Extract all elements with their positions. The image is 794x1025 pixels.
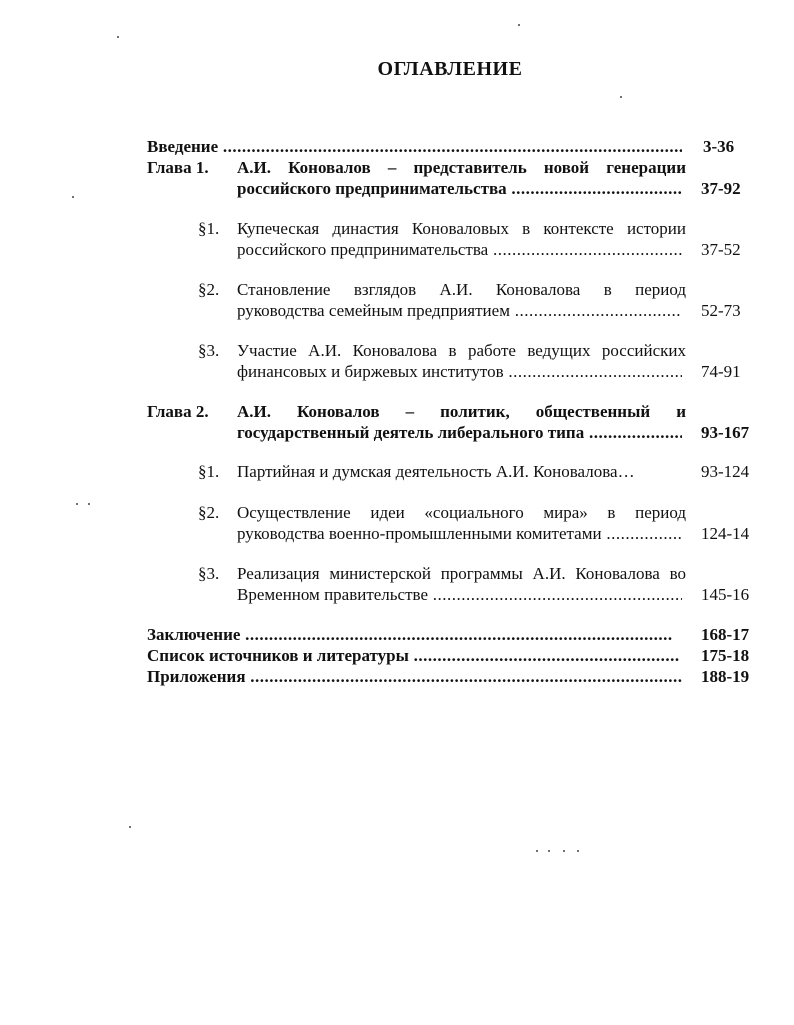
scan-speck (518, 24, 520, 26)
scan-speck (72, 196, 74, 198)
chapter-2-pages: 93-167 (701, 423, 750, 442)
ch1-section-1-pages: 37-52 (701, 240, 741, 259)
scan-speck (88, 503, 90, 505)
sources-pages: 175-18 (701, 646, 750, 665)
appendix-pages: 188-19 (701, 667, 750, 686)
ch1-section-2-line1: Становление взглядов А.И. Коновалова в период (237, 280, 686, 299)
sources-label: Список источников и литературы ..... (147, 645, 680, 666)
ch2-section-1-pages: 93-124 (701, 462, 750, 481)
intro-pages: 3-36 (703, 137, 735, 156)
conclusion-pages: 168-17 (701, 625, 750, 644)
scan-speck (548, 850, 550, 852)
ch1-section-2-line2: руководства семейным предприятием ..... (237, 300, 682, 321)
scan-speck (620, 96, 622, 98)
ch1-section-3-line2: финансовых и биржевых институтов ..... (237, 361, 682, 382)
scan-speck (129, 826, 131, 828)
page-title: ОГЛАВЛЕНИЕ (377, 58, 523, 80)
appendix-label: Приложения ..... (147, 666, 682, 687)
ch2-section-2-line1: Осуществление идеи «социального мира» в период (237, 503, 686, 522)
ch2-section-3-label: §3. (198, 564, 220, 583)
ch1-section-2-pages: 52-73 (701, 301, 741, 320)
intro-label: Введение ..... (147, 136, 682, 157)
scan-speck (536, 850, 538, 852)
ch2-section-3-line1: Реализация министерской программы А.И. Коновалова во (237, 564, 686, 583)
ch2-section-3-line2: Временном правительстве ..... (237, 584, 682, 605)
ch1-section-1-label: §1. (198, 219, 220, 238)
ch2-section-2-pages: 124-14 (701, 524, 750, 543)
ch1-section-1-line2: российского предпринимательства ..... (237, 239, 682, 260)
ch1-section-3-pages: 74-91 (701, 362, 741, 381)
chapter-2-title-line1: А.И. Коновалов – политик, общественный и (237, 402, 686, 421)
ch2-section-1-line1: Партийная и думская деятельность А.И. Коновалова… (237, 462, 635, 481)
ch1-section-3-label: §3. (198, 341, 220, 360)
chapter-1-label: Глава 1. (147, 158, 209, 177)
scan-speck (563, 850, 565, 852)
ch1-section-1-line1: Купеческая династия Коноваловых в контексте истории (237, 219, 686, 238)
ch2-section-1-label: §1. (198, 462, 220, 481)
chapter-1-pages: 37-92 (701, 179, 741, 198)
scan-speck (117, 36, 119, 38)
scan-speck (76, 503, 78, 505)
ch1-section-2-label: §2. (198, 280, 220, 299)
chapter-1-title-line1: А.И. Коновалов – представитель новой генерации (237, 158, 686, 177)
ch1-section-3-line1: Участие А.И. Коновалова в работе ведущих российских (237, 341, 686, 360)
chapter-1-title-line2: российского предпринимательства ..... (237, 178, 682, 199)
ch2-section-2-label: §2. (198, 503, 220, 522)
chapter-2-title-line2: государственный деятель либерального типа ..... (237, 422, 682, 443)
conclusion-label: Заключение ..... (147, 624, 672, 645)
scan-speck (577, 850, 579, 852)
chapter-2-label: Глава 2. (147, 402, 209, 421)
ch2-section-2-line2: руководства военно-промышленными комитетами ..... (237, 523, 682, 544)
ch2-section-3-pages: 145-16 (701, 585, 750, 604)
